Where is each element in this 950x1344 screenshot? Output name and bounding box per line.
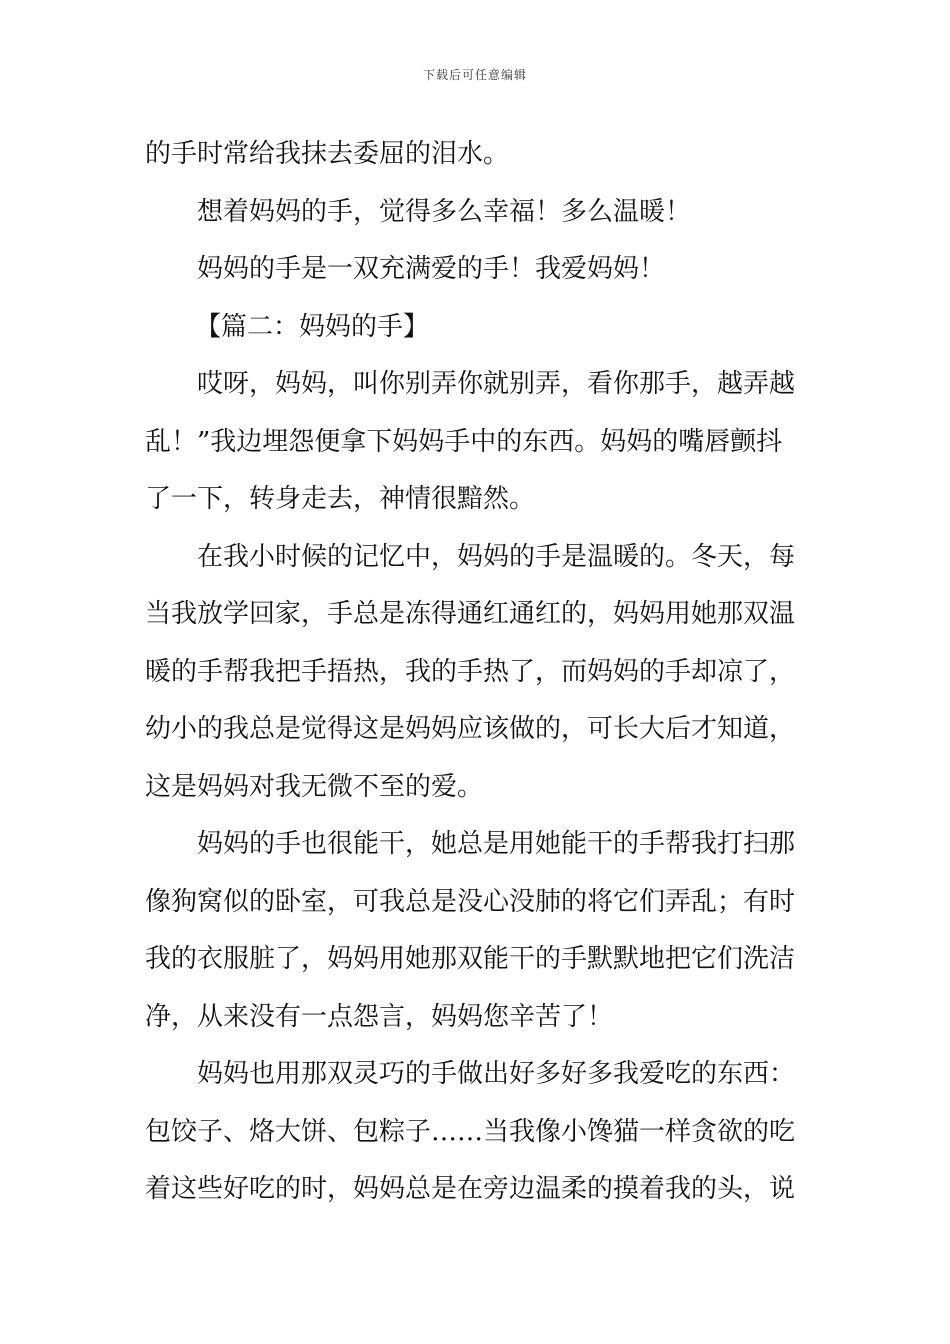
page-header: 下载后可任意编辑 (422, 68, 527, 82)
document-body (145, 126, 807, 1219)
paragraph: 在我小时候的记忆中，妈妈的手是温暖的。冬天，每 当我放学回家，手总是冻得通红通红的，妈妈用她那双温 暖的手帮我把手捂热，我的手热了，而妈妈的手却凉了， 幼小的我总是觉得这是妈妈应该做的，可长大后才知道， 这是妈妈对我无微不至的爱。 (145, 541, 796, 802)
paragraph-continuation: 的手时常给我抹去委屈的泪水。 (145, 139, 510, 169)
paragraph: 想着妈妈的手，觉得多么幸福！多么温暖！ (197, 196, 692, 227)
paragraph: 哎呀，妈妈，叫你别弄你就别弄，看你那手，越弄越 乱！”我边埋怨便拿下妈妈手中的东西。妈妈的嘴唇颤抖 了一下，转身走去，神情很黯然。 (145, 369, 796, 514)
section-heading: 【篇二：妈妈的手】 (195, 311, 430, 342)
paragraph: 妈妈的手也很能干，她总是用她能干的手帮我打扫那 像狗窝似的卧室，可我总是没心没肺的将它们弄乱；有时 我的衣服脏了，妈妈用她那双能干的手默默地把它们洗洁 净，从来没有一点怨言，妈妈您辛苦了！ (145, 829, 796, 1032)
paragraph: 妈妈也用那双灵巧的手做出好多好多我爱吃的东西： 包饺子、烙大饼、包粽子……当我像小馋猫一样贪欲的吃 着这些好吃的时，妈妈总是在旁边温柔的摸着我的头，说 (145, 1059, 796, 1204)
paragraph: 妈妈的手是一双充满爱的手！我爱妈妈！ (197, 254, 666, 284)
